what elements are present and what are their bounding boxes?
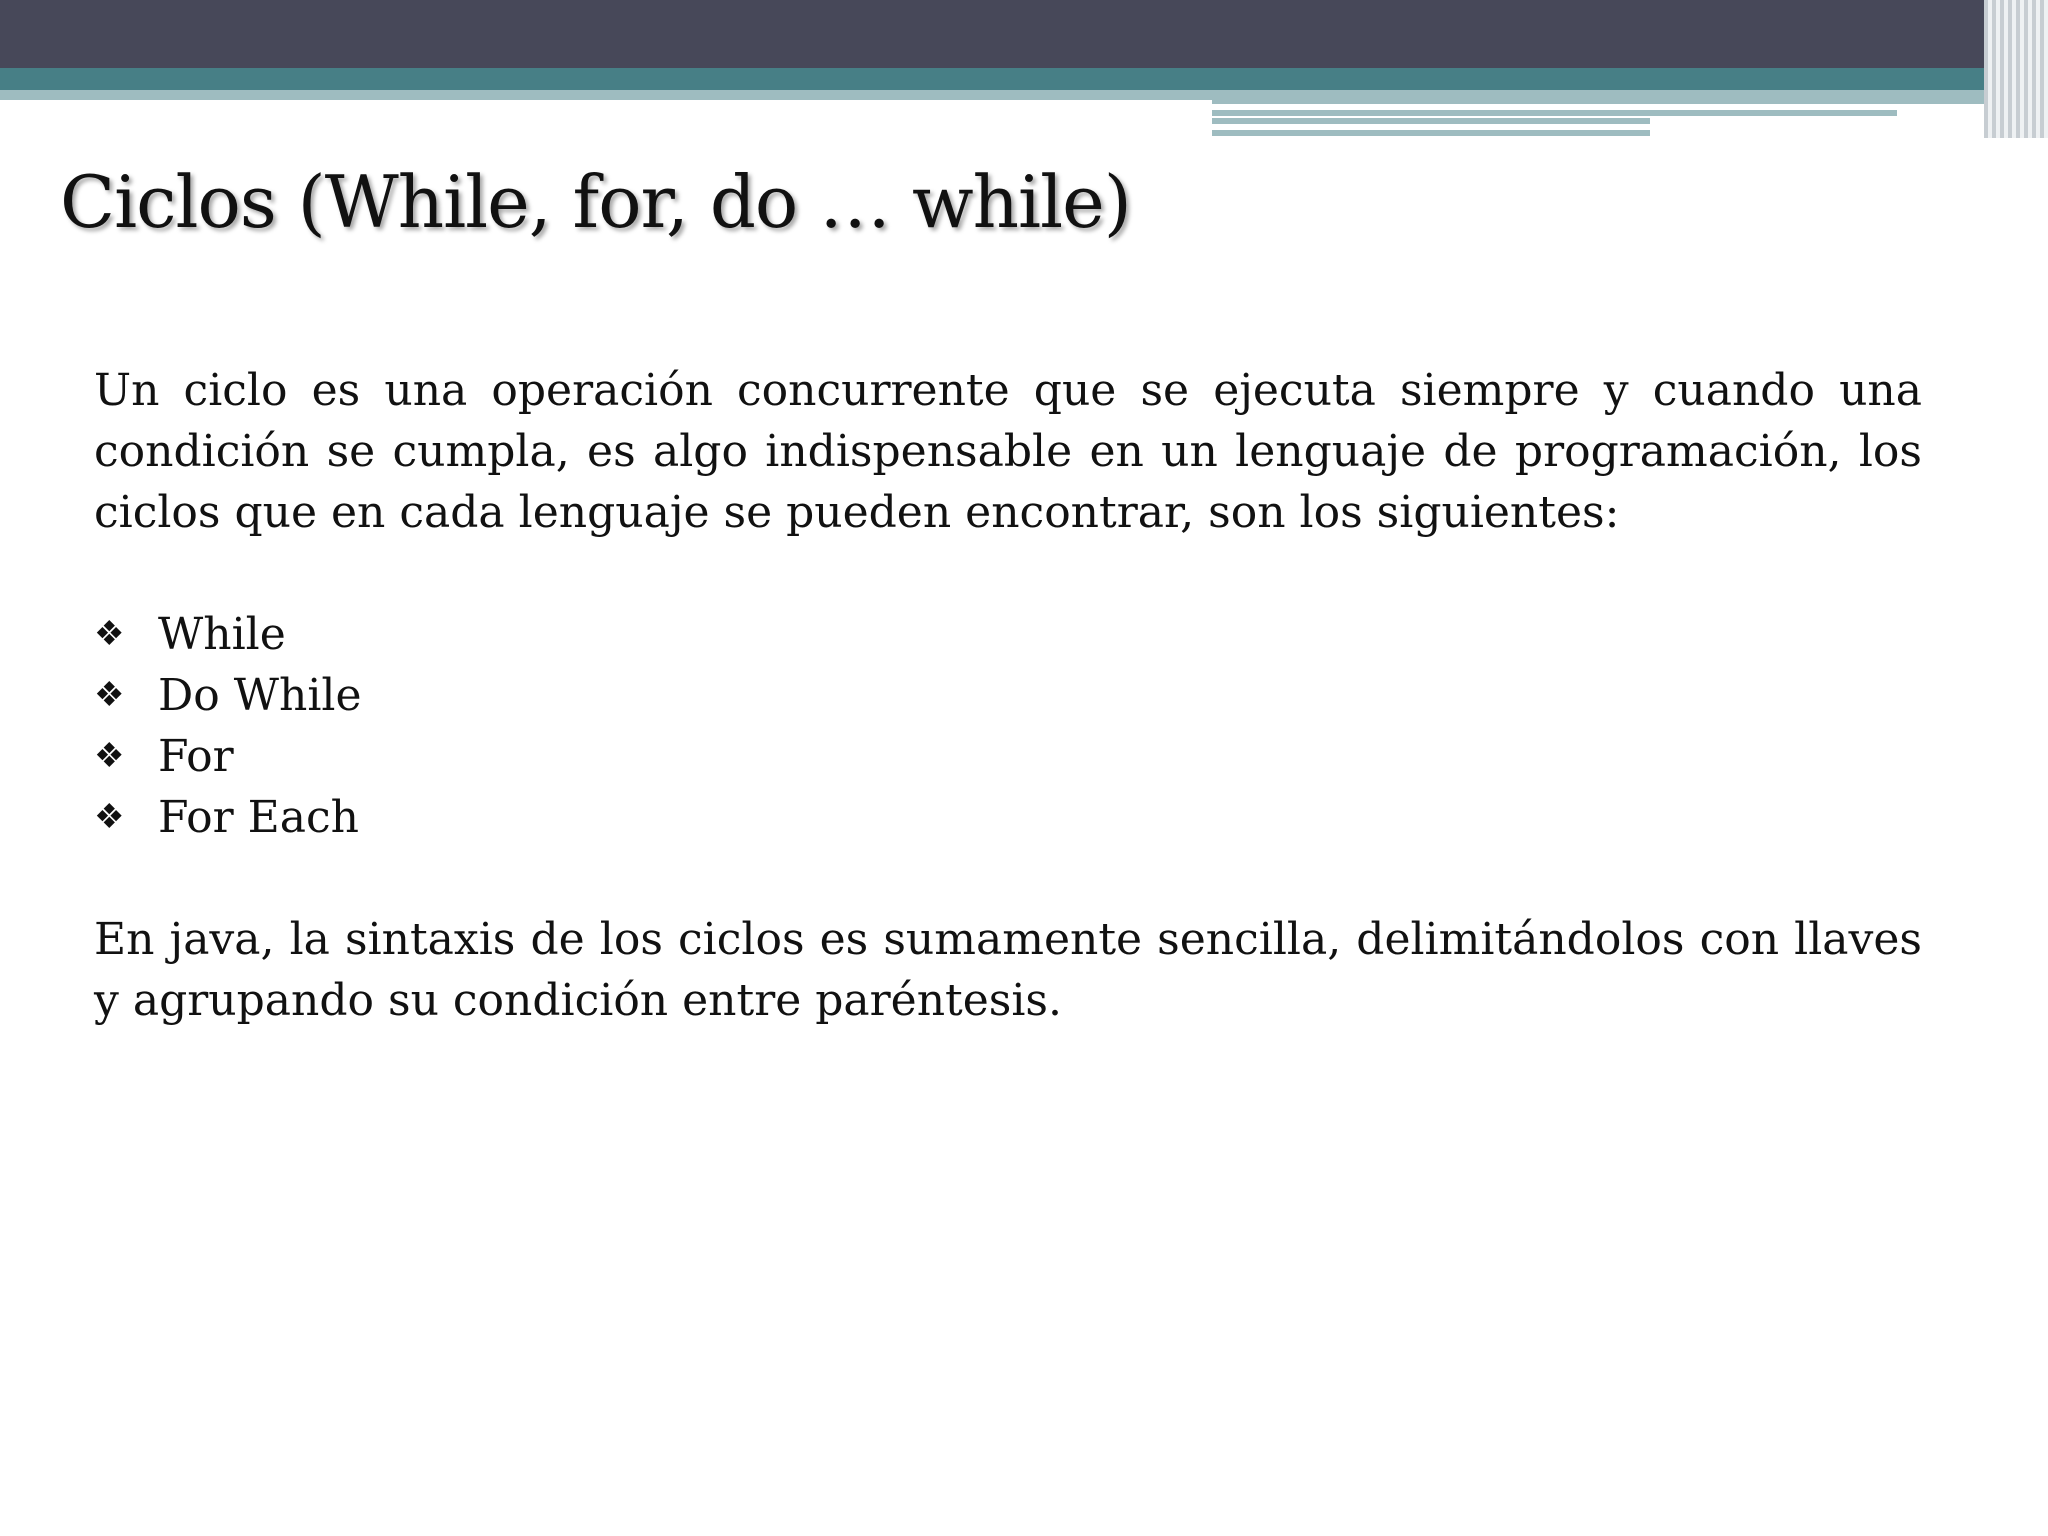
header-accent-gap — [1212, 124, 2048, 130]
header-bar-light-right — [1212, 90, 2048, 104]
list-item-label: For Each — [158, 792, 359, 843]
diamond-bullet-icon: ❖ — [94, 736, 125, 776]
list-item — [94, 665, 1922, 726]
header-bar-light-left — [0, 90, 1212, 100]
list-item — [94, 726, 1922, 787]
diamond-bullet-icon: ❖ — [94, 675, 125, 715]
slide-title: Ciclos (While, for, do … while) — [60, 160, 1131, 244]
intro-paragraph: Un ciclo es una operación concurrente que se ejecuta siempre y cuando una condición se cumpla, es algo indispensable en un lenguaje de programación, los ciclos que en cada lenguaje se pueden encontrar, son los siguientes: — [94, 365, 1922, 538]
header-bar-dark — [0, 0, 2048, 68]
header-bar-teal — [0, 68, 2048, 90]
header-accent-line — [1212, 110, 1897, 116]
slide-body — [94, 360, 1922, 1031]
header-stripes — [1984, 0, 2048, 138]
loop-types-list — [94, 604, 1922, 848]
java-syntax-paragraph: En java, la sintaxis de los ciclos es sumamente sencilla, delimitándolos con llaves y agrupando su condición entre paréntesis. — [94, 914, 1922, 1026]
list-item — [94, 787, 1922, 848]
diamond-bullet-icon: ❖ — [94, 797, 125, 837]
list-item-label: For — [158, 731, 234, 782]
list-item-label: While — [158, 609, 286, 660]
list-item-label: Do While — [158, 670, 362, 721]
list-item — [94, 604, 1922, 665]
diamond-bullet-icon: ❖ — [94, 614, 125, 654]
